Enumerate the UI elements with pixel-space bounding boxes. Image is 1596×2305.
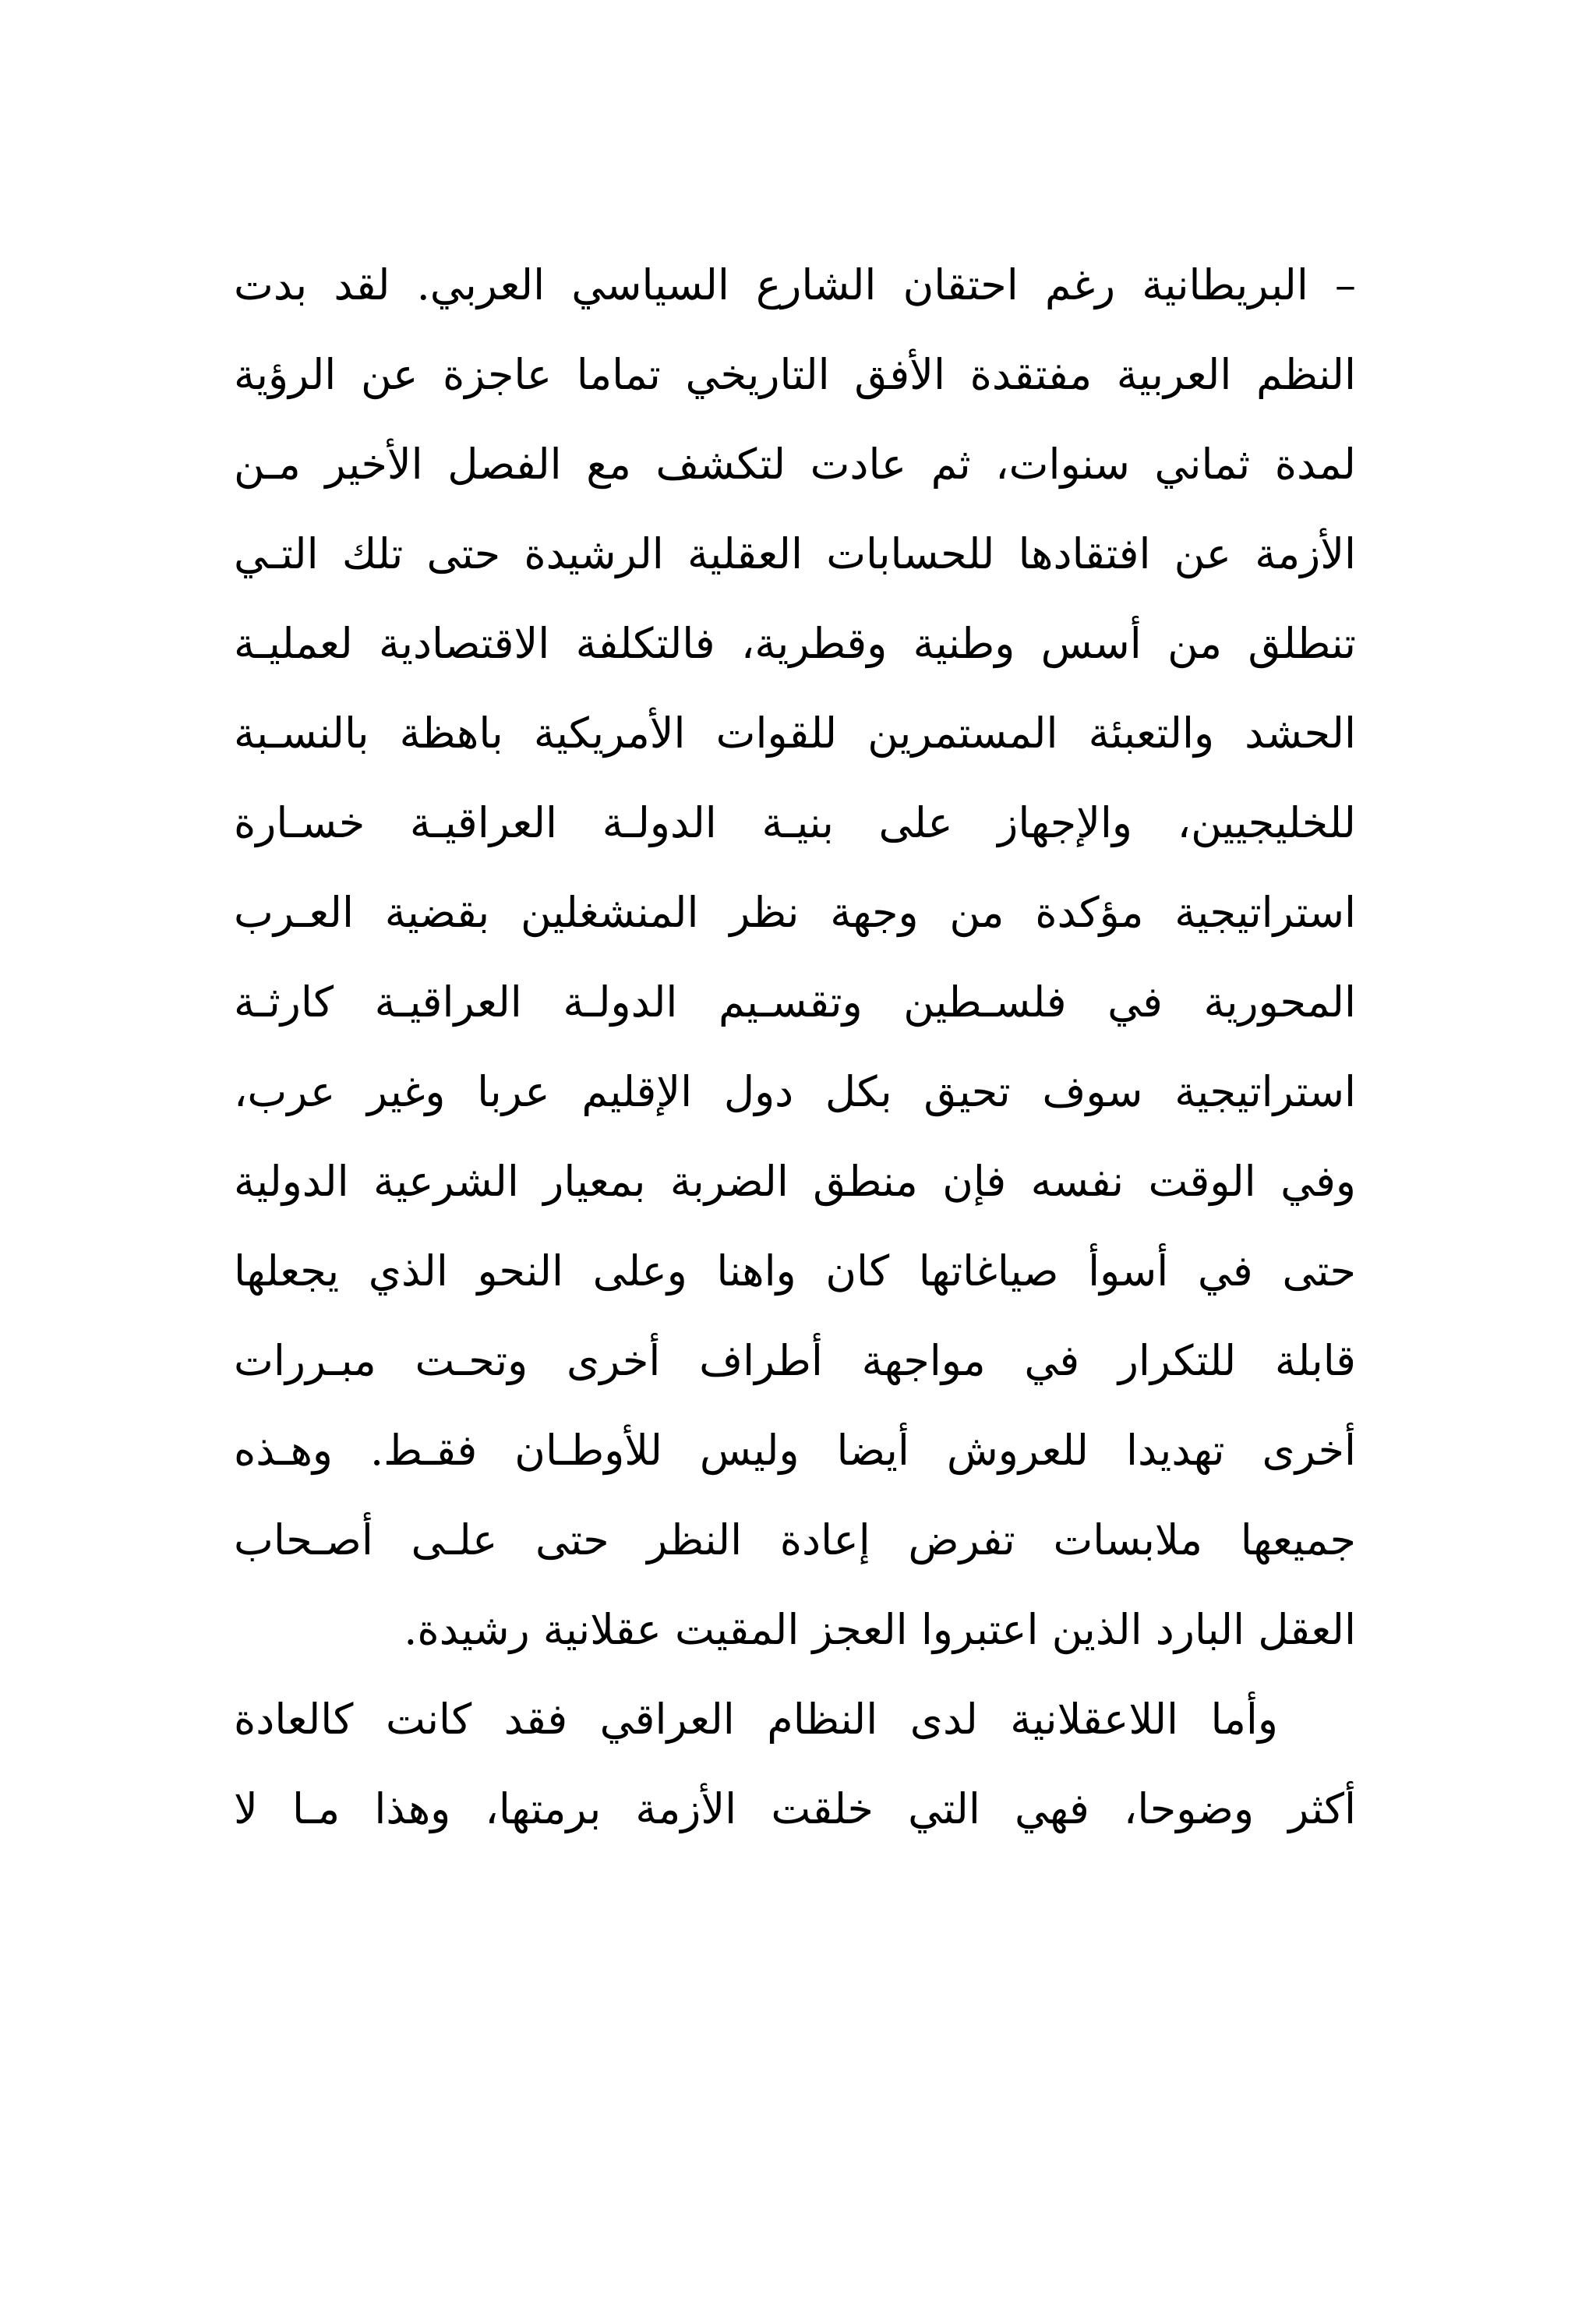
text-line: قابلة للتكرار في مواجهة أطراف أخرى وتحـت مبـررات <box>234 1336 1356 1385</box>
text-line: تنطلق من أسس وطنية وقطرية، فالتكلفة الاقتصادية لعمليـة <box>234 619 1356 668</box>
text-line: استراتيجية مؤكدة من وجهة نظر المنشغلين بقضية العـرب <box>234 888 1356 937</box>
text-line: حتى في أسوأ صياغاتها كان واهنا وعلى النحو الذي يجعلها <box>234 1246 1356 1296</box>
text-line: الأزمة عن افتقادها للحسابات العقلية الرشيدة حتى تلك التـي <box>234 529 1356 578</box>
text-line: النظم العربية مفتقدة الأفق التاريخي تماما عاجزة عن الرؤية <box>234 350 1356 399</box>
body-text <box>234 240 1356 1854</box>
text-line: وفي الوقت نفسه فإن منطق الضربة بمعيار الشرعية الدولية <box>234 1157 1356 1206</box>
text-line: أكثر وضوحا، فهي التي خلقت الأزمة برمتها، وهذا مـا لا <box>234 1784 1356 1833</box>
text-line: لمدة ثماني سنوات، ثم عادت لتكشف مع الفصل الأخير مـن <box>234 440 1356 489</box>
text-line: جميعها ملابسات تفرض إعادة النظر حتى علـى أصـحاب <box>234 1515 1356 1564</box>
paragraph-start-line: وأما اللاعقلانية لدى النظام العراقي فقد كانت كالعادة <box>234 1695 1278 1744</box>
text-line: استراتيجية سوف تحيق بكل دول الإقليم عربا وغير عرب، <box>234 1067 1356 1116</box>
text-line: أخرى تهديدا للعروش أيضا وليس للأوطـان فقـط. وهـذه <box>234 1426 1356 1475</box>
text-line: للخليجيين، والإجهاز على بنيـة الدولـة العراقيـة خسـارة <box>234 798 1356 847</box>
paragraph-end-line: العقل البارد الذين اعتبروا العجز المقيت عقلانية رشيدة. <box>404 1605 1356 1654</box>
text-line: المحورية في فلسـطين وتقسـيم الدولـة العراقيـة كارثـة <box>234 978 1356 1027</box>
text-line: – البريطانية رغم احتقان الشارع السياسي العربي. لقد بدت <box>234 260 1356 309</box>
text-line: الحشد والتعبئة المستمرين للقوات الأمريكية باهظة بالنسـبة <box>234 709 1356 758</box>
